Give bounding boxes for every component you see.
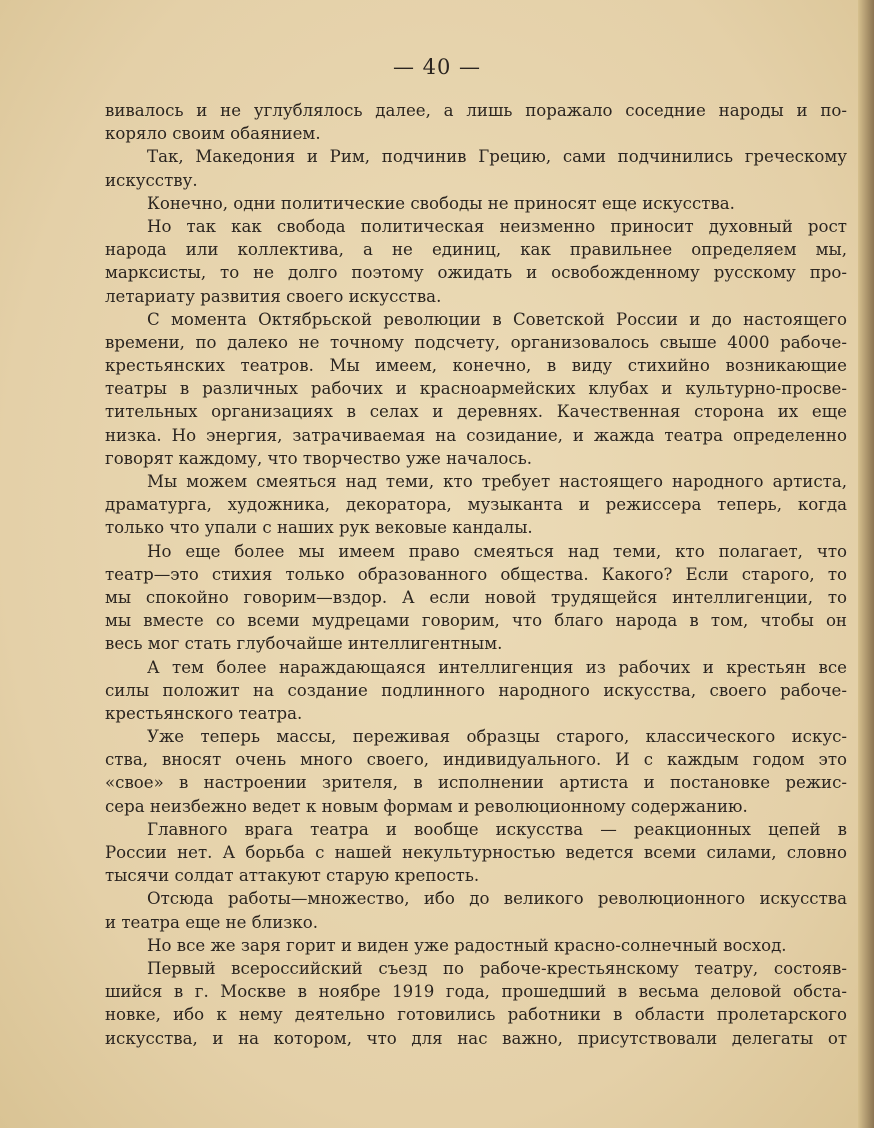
text-line: тысячи солдат аттакуют старую крепость. [105,866,480,886]
text-line: «свое» в настроении зрителя, в исполнении артиста и постановке режис- [105,773,847,793]
text-line: времени, по далеко не точному подсчету, организовалось свыше 4000 рабоче- [105,332,847,352]
text-line: Но так как свобода политическая неизменно приносит духовный рост [147,216,847,236]
text-line: С момента Октябрьской революции в Советской России и до настоящего [147,309,847,329]
text-line: ства, вносят очень много своего, индивидуального. И с каждым годом это [105,750,847,770]
text-line: Но еще более мы имеем право смеяться над теми, кто полагает, что [147,541,847,561]
text-line: Главного врага театра и вообще искусства — реакционных цепей в [147,819,847,839]
text-line: новке, ибо к нему деятельно готовились работники в области пролетарского [105,1005,847,1025]
text-line: России нет. А борьба с нашей некультурностью ведется всеми силами, словно [105,843,847,862]
text-line: Так, Македония и Рим, подчинив Грецию, сами подчинились греческому [147,147,847,167]
text-line: только что упали с наших рук вековые кандалы. [105,518,533,538]
text-line: и театра еще не близко. [105,912,318,932]
text-line: Отсюда работы—множество, ибо до великого революционного искусства [147,889,847,909]
text-line: театр—это стихия только образованного общества. Какого? Если старого, то [105,564,847,584]
text-line: весь мог стать глубочайше интеллигентным. [105,634,503,654]
text-line: крестьянского театра. [105,703,303,723]
text-line: искусству. [105,170,198,190]
text-line: сера неизбежно ведет к новым формам и революционному содержанию. [105,796,748,816]
text-line: Но все же заря горит и виден уже радостный красно-солнечный восход. [147,935,787,955]
text-line: летариату развития своего искусства. [105,286,442,306]
text-line: искусства, и на котором, что для нас важно, присутствовали делегаты от [105,1028,847,1048]
text-line: драматурга, художника, декоратора, музыканта и режиссера теперь, когда [105,495,847,515]
text-line: говорят каждому, что творчество уже началось. [105,448,533,468]
text-line: Первый всероссийский съезд по рабоче-крестьянскому театру, состояв- [147,958,847,978]
text-line: вивалось и не углублялось далее, а лишь поражало соседние народы и по- [105,101,847,120]
page-number: — 40 — [392,55,482,79]
text-line: Конечно, одни политические свободы не приносят еще искусства. [147,193,735,213]
text-line: Уже теперь массы, переживая образцы старого, классического искус- [147,727,847,747]
text-line: крестьянских театров. Мы имеем, конечно, в виду стихийно возникающие [105,356,847,376]
text-line: шийся в г. Москве в ноябре 1919 года, прошедший в весьма деловой обста- [105,982,847,1002]
text-line: театры в различных рабочих и красноармейских клубах и культурно-просве- [105,379,847,399]
text-line: Мы можем смеяться над теми, кто требует настоящего народного артиста, [147,472,847,491]
text-line: силы положит на создание подлинного народного искусства, своего рабоче- [105,680,847,700]
text-line: А тем более нараждающаяся интеллигенция из рабочих и крестьян все [147,657,847,677]
text-line: коряло своим обаянием. [105,124,321,144]
body-text [105,99,847,1050]
text-line: марксисты, то не долго поэтому ожидать и освобожденному русскому про- [105,263,847,283]
text-line: низка. Но энергия, затрачиваемая на созидание, и жажда театра определенно [105,425,847,445]
text-line: тительных организациях в селах и деревнях. Качественная сторона их еще [105,402,847,422]
text-line: мы вместе со всеми мудрецами говорим, что благо народа в том, чтобы он [105,611,847,631]
text-line: народа или коллектива, а не единиц, как правильнее определяем мы, [105,240,847,260]
page-edge [858,0,874,1128]
text-line: мы спокойно говорим—вздор. А если новой трудящейся интеллигенции, то [105,587,847,607]
